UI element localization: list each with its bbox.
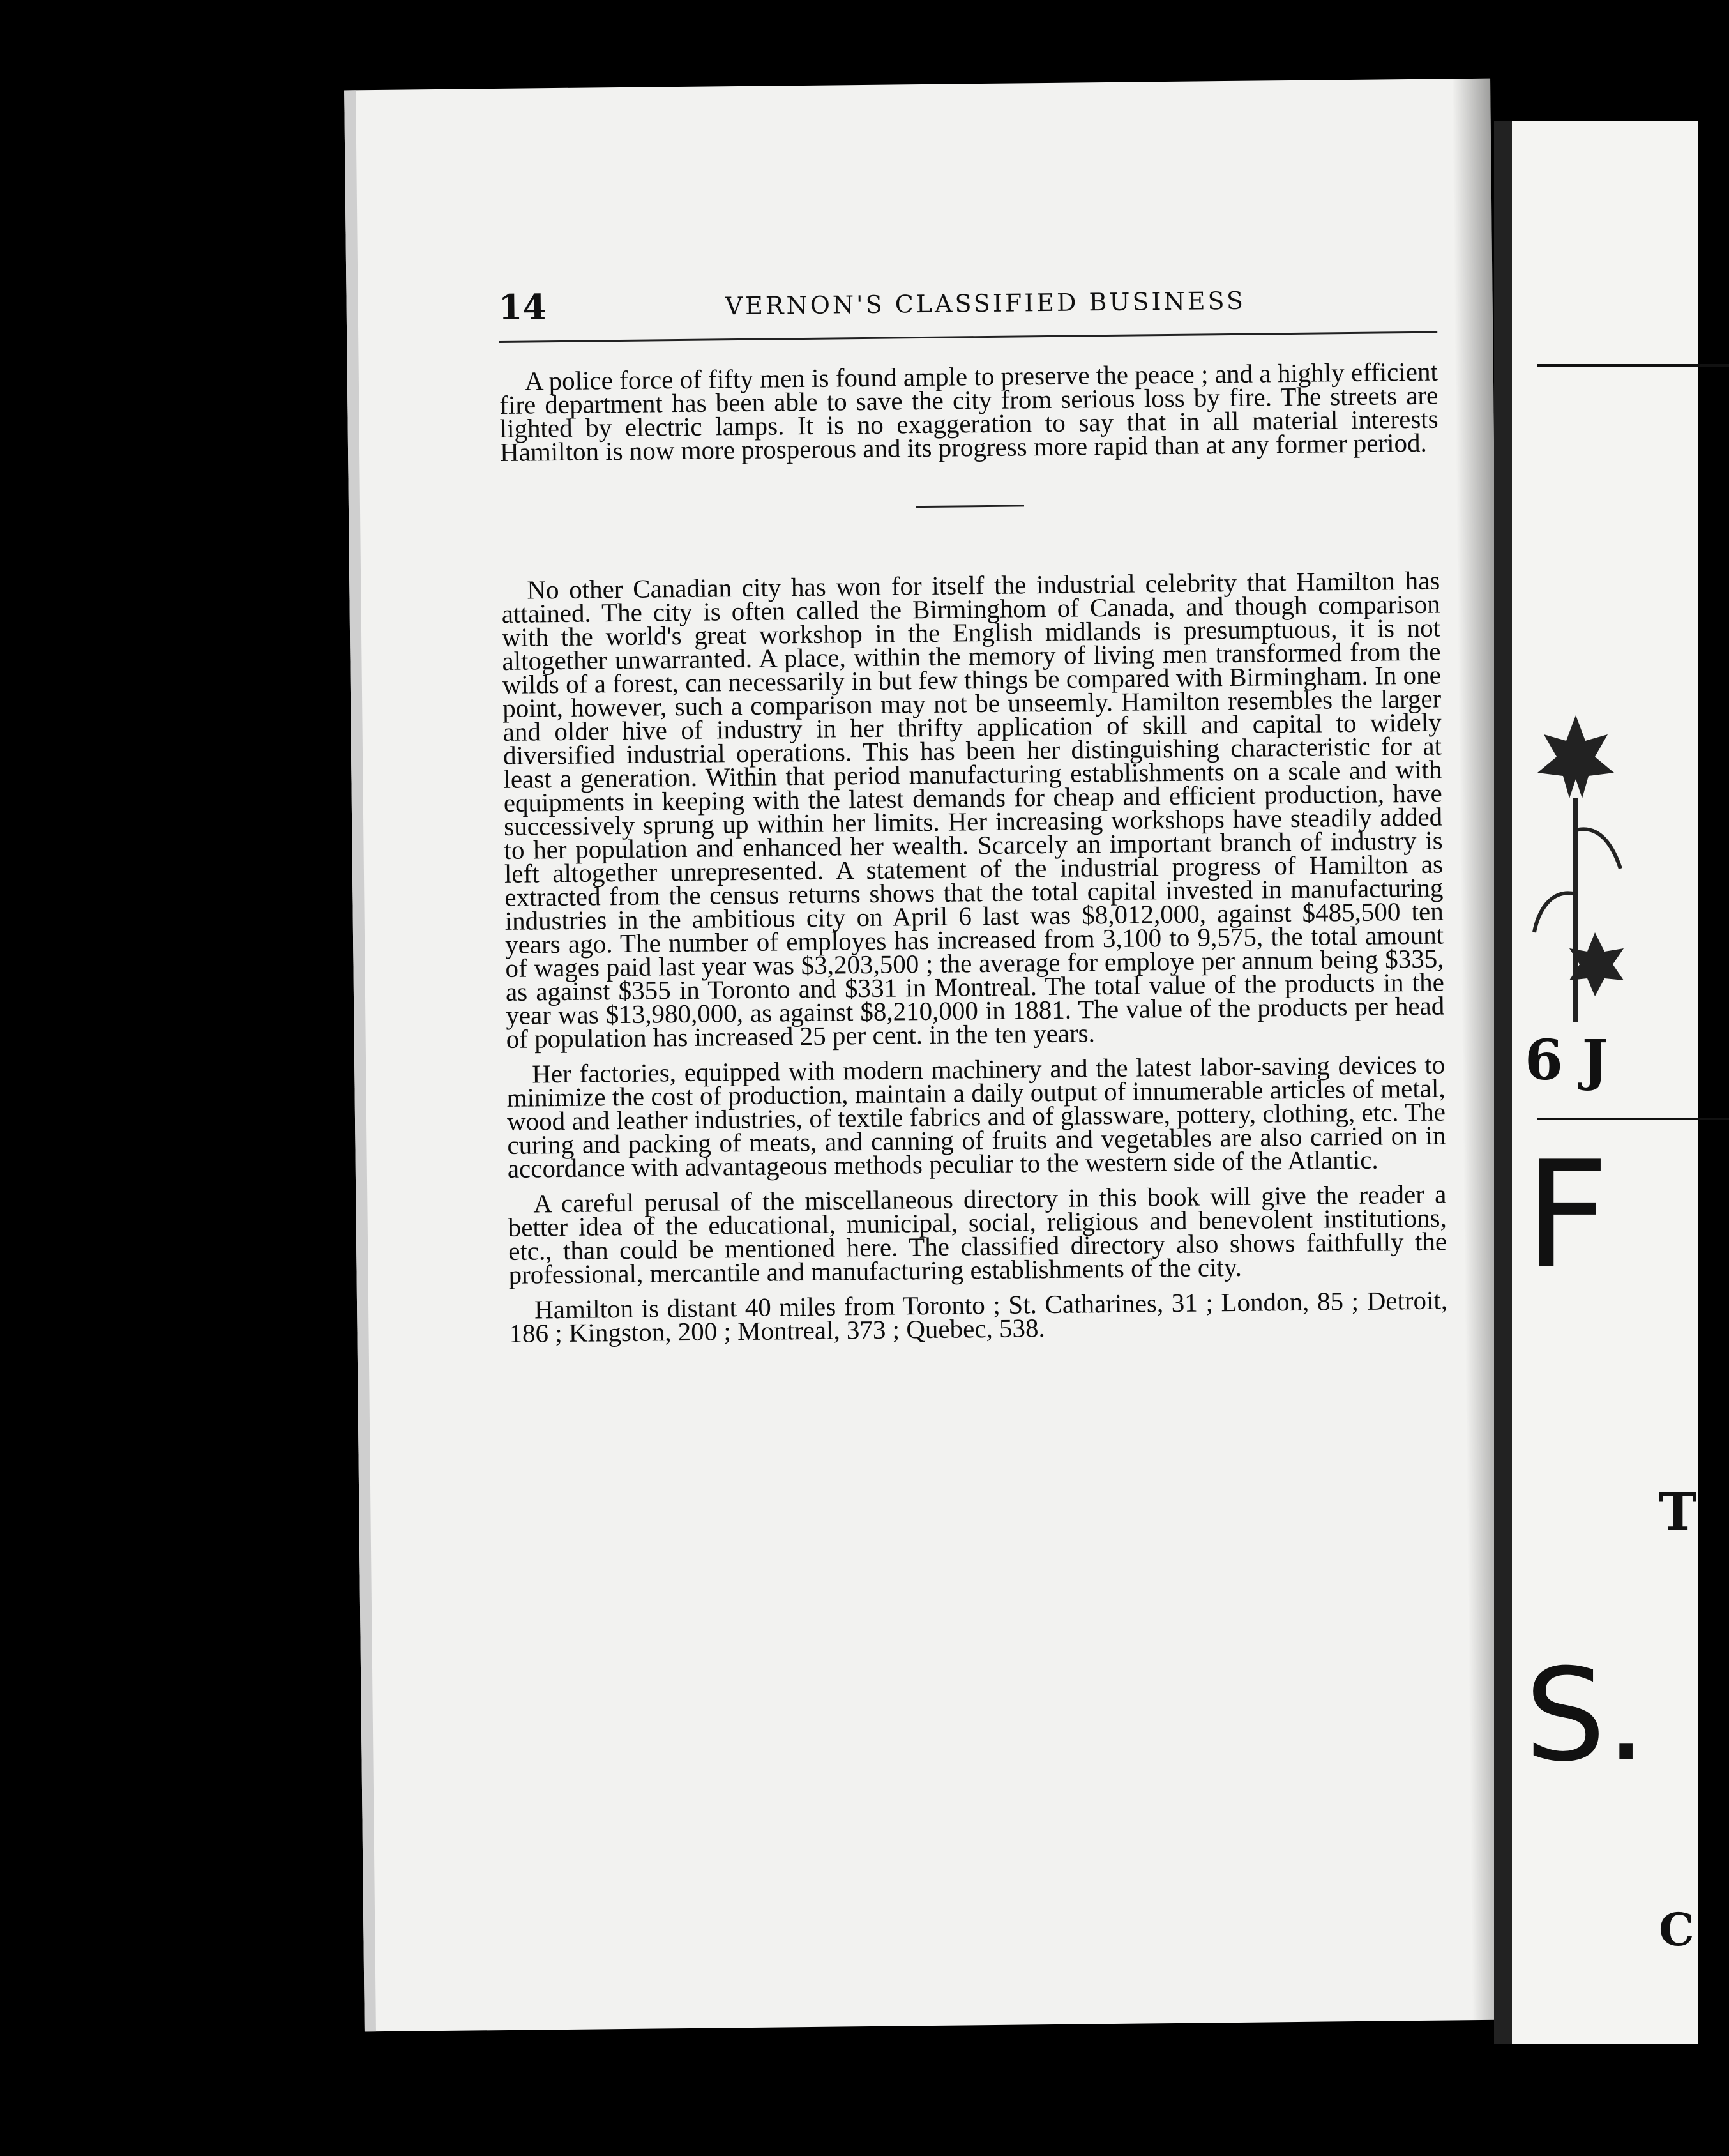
body-text: [499, 356, 1448, 1357]
right-page-mid-rule: [1537, 1118, 1729, 1120]
right-page-large-letter-f: F: [1525, 1130, 1610, 1301]
maple-leaf-ornament-icon: [1525, 702, 1627, 1035]
running-title: VERNON'S CLASSIFIED BUSINESS: [725, 286, 1246, 321]
paragraph-directory: A careful perusal of the miscellaneous directory in this book will give the reader a better idea of the educational, municipal, social, religious and benevolent institutions, etc., than could be mentioned here. The classified directory also shows faithfully the professional, mercantile and manufacturing establishments of the city.: [508, 1179, 1447, 1289]
right-page-top-rule: [1537, 364, 1729, 367]
paragraph-police-fire: A police force of fifty men is found ample to preserve the peace ; and a highly efficient fire department has been able to save the city from serious loss by fire. The streets are lighted by electric lamps. It is no exaggeration to say that in all material interests Hamilton is now more prosperous and its progress more rapid than at any former period.: [499, 356, 1438, 467]
right-page-fragment: [1494, 121, 1698, 2044]
section-divider: [916, 505, 1024, 508]
right-page-letter-t: T: [1659, 1482, 1697, 1542]
right-page-bottom-fragment: C: [1659, 1903, 1695, 1956]
paragraph-industrial-celebrity: No other Canadian city has won for itself the industrial celebrity that Hamilton has attained. The city is often called the Birminghom of Canada, and though comparison with the world's great workshop in the English midlands is presumptuous, it is not altogether unwarranted. A place, within the memory of living men transformed from the wilds of a forest, can necessarily in but few things be compared with Birmingham. In one point, however, such a comparison may not be unseemly. Hamilton resembles the larger and older hive of industry in her thrifty application of skill and capital to widely diversified industrial operations. This has been her distinguishing characteristic for at least a generation. Within that period manufacturing establishments on a scale and with equipments in keeping with the latest demands for cheap and efficient production, have successively sprung up within her limits. Her increasing workshops have steadily added to her population and enhanced her wealth. Scarcely an important branch of industry is left altogether unrepresented. A statement of the industrial progress of Hamilton as extracted from the census returns shows that the total capital invested in manufacturing industries in the ambitious city on April 6 last was $8,012,000, against $485,500 ten years ago. The number of employes has increased from 3,100 to 9,575, the total amount of wages paid last year was $3,203,500 ; the average for employe per annum being $335, as against $355 in Toronto and $331 in Montreal. The total value of the products in the year was $13,980,000, as against $8,210,000 in 1881. The value of the products per head of population has increased 25 per cent. in the ten years.: [501, 565, 1445, 1054]
right-page-address-fragment: 6 J: [1525, 1028, 1608, 1093]
paragraph-distances: Hamilton is distant 40 miles from Toronto ; St. Catharines, 31 ; London, 85 ; Detroit, 186 ; Kingston, 200 ; Montreal, 373 ; Quebec, 538.: [509, 1285, 1448, 1348]
page-number: 14: [498, 286, 547, 328]
page-header: [498, 277, 1437, 331]
paragraph-factories: Her factories, equipped with modern machinery and the latest labor-saving devices to minimize the cost of production, maintain a daily output of innumerable articles of metal, wood and leather industries, of textile fabrics and of glassware, pottery, clothing, etc. The curing and packing of meats, and canning of fruits and vegetables are also carried on in accordance with advantageous methods peculiar to the western side of the Atlantic.: [506, 1049, 1446, 1183]
header-rule: [499, 331, 1437, 343]
left-page: [344, 79, 1511, 2032]
right-page-large-letter-s: S.: [1525, 1641, 1647, 1790]
